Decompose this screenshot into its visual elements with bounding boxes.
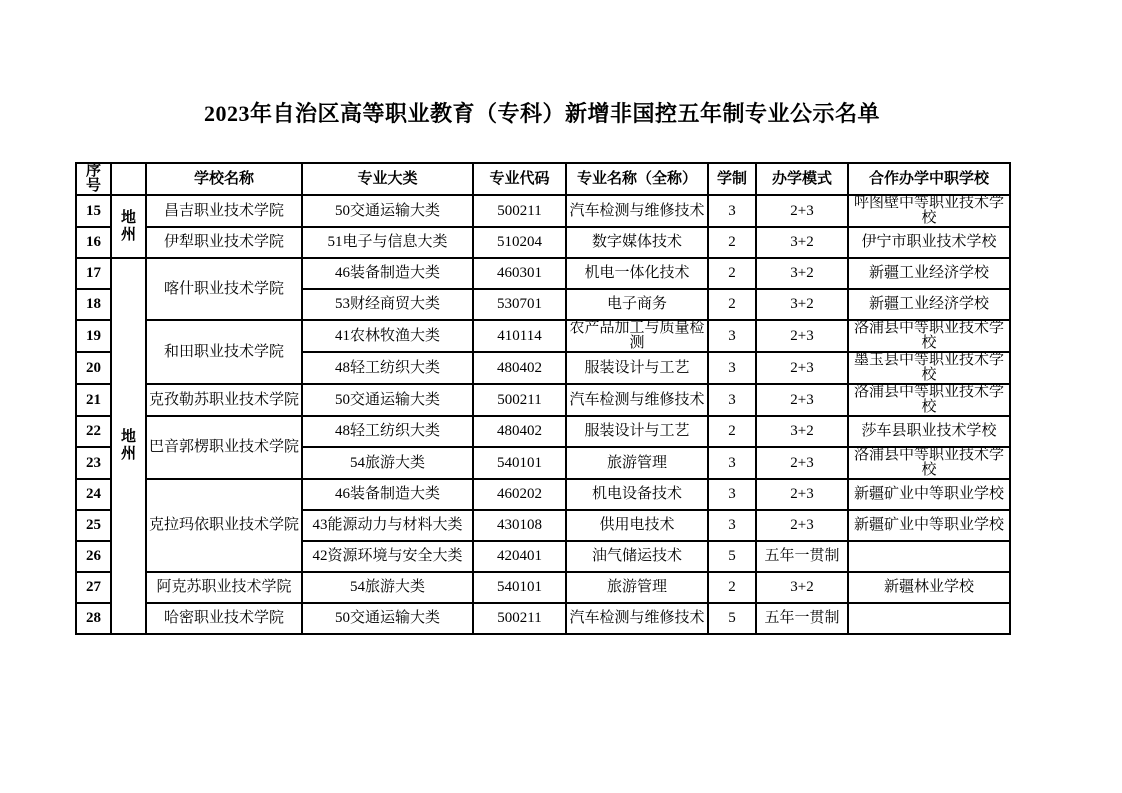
cell-category: 51电子与信息大类 — [302, 227, 473, 258]
header-school: 学校名称 — [146, 163, 302, 195]
cell-no: 27 — [76, 572, 111, 603]
cell-major: 电子商务 — [566, 289, 708, 320]
cell-no: 24 — [76, 479, 111, 510]
cell-major: 旅游管理 — [566, 572, 708, 603]
cell-mode: 2+3 — [756, 320, 848, 352]
cell-no: 17 — [76, 258, 111, 289]
cell-years: 5 — [708, 603, 756, 634]
cell-years: 3 — [708, 510, 756, 541]
cell-school: 喀什职业技术学院 — [146, 258, 302, 320]
cell-code: 510204 — [473, 227, 566, 258]
cell-major: 汽车检测与维修技术 — [566, 603, 708, 634]
cell-code: 500211 — [473, 603, 566, 634]
cell-partner: 呼图壁中等职业技术学校 — [848, 195, 1010, 227]
cell-category: 54旅游大类 — [302, 447, 473, 479]
table-row — [76, 227, 1010, 258]
cell-partner — [848, 541, 1010, 572]
cell-category: 48轻工纺织大类 — [302, 416, 473, 447]
cell-partner: 洛浦县中等职业技术学校 — [848, 384, 1010, 416]
cell-mode: 2+3 — [756, 447, 848, 479]
header-region — [111, 163, 146, 195]
cell-school: 巴音郭楞职业技术学院 — [146, 416, 302, 479]
document-title: 2023年自治区高等职业教育（专科）新增非国控五年制专业公示名单 — [203, 101, 880, 126]
cell-code: 500211 — [473, 195, 566, 227]
table-row — [76, 416, 1010, 447]
cell-major: 汽车检测与维修技术 — [566, 384, 708, 416]
cell-no: 19 — [76, 320, 111, 352]
cell-no: 26 — [76, 541, 111, 572]
cell-years: 3 — [708, 195, 756, 227]
cell-partner: 墨玉县中等职业技术学校 — [848, 352, 1010, 384]
cell-code: 420401 — [473, 541, 566, 572]
cell-major: 机电设备技术 — [566, 479, 708, 510]
cell-code: 430108 — [473, 510, 566, 541]
cell-years: 3 — [708, 384, 756, 416]
cell-partner: 伊宁市职业技术学校 — [848, 227, 1010, 258]
cell-partner: 新疆矿业中等职业学校 — [848, 479, 1010, 510]
cell-code: 410114 — [473, 320, 566, 352]
cell-code: 460202 — [473, 479, 566, 510]
cell-no: 15 — [76, 195, 111, 227]
cell-years: 3 — [708, 352, 756, 384]
table-row — [76, 479, 1010, 510]
cell-code: 500211 — [473, 384, 566, 416]
cell-major: 供用电技术 — [566, 510, 708, 541]
cell-mode: 3+2 — [756, 416, 848, 447]
cell-code: 530701 — [473, 289, 566, 320]
cell-major: 油气储运技术 — [566, 541, 708, 572]
header-no: 序号 — [76, 163, 111, 195]
cell-code: 460301 — [473, 258, 566, 289]
cell-category: 43能源动力与材料大类 — [302, 510, 473, 541]
cell-school: 和田职业技术学院 — [146, 320, 302, 384]
cell-major: 农产品加工与质量检测 — [566, 320, 708, 352]
cell-years: 2 — [708, 227, 756, 258]
cell-region-group-1 — [111, 195, 146, 258]
header-major: 专业名称（全称） — [566, 163, 708, 195]
cell-major: 服装设计与工艺 — [566, 416, 708, 447]
cell-category: 50交通运输大类 — [302, 603, 473, 634]
cell-no: 20 — [76, 352, 111, 384]
cell-code: 480402 — [473, 416, 566, 447]
cell-mode: 2+3 — [756, 510, 848, 541]
header-code: 专业代码 — [473, 163, 566, 195]
cell-no: 21 — [76, 384, 111, 416]
cell-partner: 莎车县职业技术学校 — [848, 416, 1010, 447]
cell-code: 540101 — [473, 447, 566, 479]
cell-major: 服装设计与工艺 — [566, 352, 708, 384]
table-row — [76, 320, 1010, 352]
cell-school: 克拉玛依职业技术学院 — [146, 479, 302, 572]
cell-mode: 五年一贯制 — [756, 541, 848, 572]
cell-mode: 3+2 — [756, 227, 848, 258]
header-mode: 办学模式 — [756, 163, 848, 195]
cell-no: 23 — [76, 447, 111, 479]
cell-no: 28 — [76, 603, 111, 634]
cell-mode: 2+3 — [756, 384, 848, 416]
cell-category: 53财经商贸大类 — [302, 289, 473, 320]
cell-partner: 洛浦县中等职业技术学校 — [848, 447, 1010, 479]
cell-partner — [848, 603, 1010, 634]
table-row — [76, 195, 1010, 227]
cell-no: 16 — [76, 227, 111, 258]
cell-years: 3 — [708, 320, 756, 352]
cell-major: 旅游管理 — [566, 447, 708, 479]
cell-code: 540101 — [473, 572, 566, 603]
cell-major: 机电一体化技术 — [566, 258, 708, 289]
cell-years: 5 — [708, 541, 756, 572]
table-header-row — [76, 163, 1010, 195]
cell-school: 哈密职业技术学院 — [146, 603, 302, 634]
table-row — [76, 572, 1010, 603]
cell-mode: 3+2 — [756, 289, 848, 320]
cell-major: 数字媒体技术 — [566, 227, 708, 258]
cell-years: 2 — [708, 416, 756, 447]
cell-mode: 2+3 — [756, 195, 848, 227]
table-row — [76, 603, 1010, 634]
cell-partner: 新疆矿业中等职业学校 — [848, 510, 1010, 541]
region-label: 地州 — [120, 209, 136, 243]
cell-partner: 新疆工业经济学校 — [848, 289, 1010, 320]
header-category: 专业大类 — [302, 163, 473, 195]
cell-partner: 洛浦县中等职业技术学校 — [848, 320, 1010, 352]
cell-category: 41农林牧渔大类 — [302, 320, 473, 352]
region-label: 地州 — [120, 429, 136, 462]
cell-partner: 新疆林业学校 — [848, 572, 1010, 603]
cell-region-group-2 — [111, 258, 146, 634]
cell-category: 54旅游大类 — [302, 572, 473, 603]
cell-no: 22 — [76, 416, 111, 447]
cell-years: 2 — [708, 289, 756, 320]
cell-major: 汽车检测与维修技术 — [566, 195, 708, 227]
cell-category: 46装备制造大类 — [302, 258, 473, 289]
cell-code: 480402 — [473, 352, 566, 384]
cell-school: 克孜勒苏职业技术学院 — [146, 384, 302, 416]
cell-category: 46装备制造大类 — [302, 479, 473, 510]
cell-partner: 新疆工业经济学校 — [848, 258, 1010, 289]
cell-category: 50交通运输大类 — [302, 195, 473, 227]
cell-years: 3 — [708, 447, 756, 479]
cell-school: 阿克苏职业技术学院 — [146, 572, 302, 603]
header-years: 学制 — [708, 163, 756, 195]
header-partner: 合作办学中职学校 — [848, 163, 1010, 195]
cell-mode: 五年一贯制 — [756, 603, 848, 634]
cell-school: 昌吉职业技术学院 — [146, 195, 302, 227]
cell-years: 2 — [708, 572, 756, 603]
cell-category: 50交通运输大类 — [302, 384, 473, 416]
cell-mode: 3+2 — [756, 572, 848, 603]
cell-category: 42资源环境与安全大类 — [302, 541, 473, 572]
cell-no: 25 — [76, 510, 111, 541]
cell-years: 3 — [708, 479, 756, 510]
cell-no: 18 — [76, 289, 111, 320]
table-row — [76, 384, 1010, 416]
cell-category: 48轻工纺织大类 — [302, 352, 473, 384]
programs-table — [75, 162, 1011, 635]
cell-mode: 2+3 — [756, 479, 848, 510]
cell-years: 2 — [708, 258, 756, 289]
cell-mode: 2+3 — [756, 352, 848, 384]
cell-mode: 3+2 — [756, 258, 848, 289]
cell-school: 伊犁职业技术学院 — [146, 227, 302, 258]
table-row — [76, 258, 1010, 289]
